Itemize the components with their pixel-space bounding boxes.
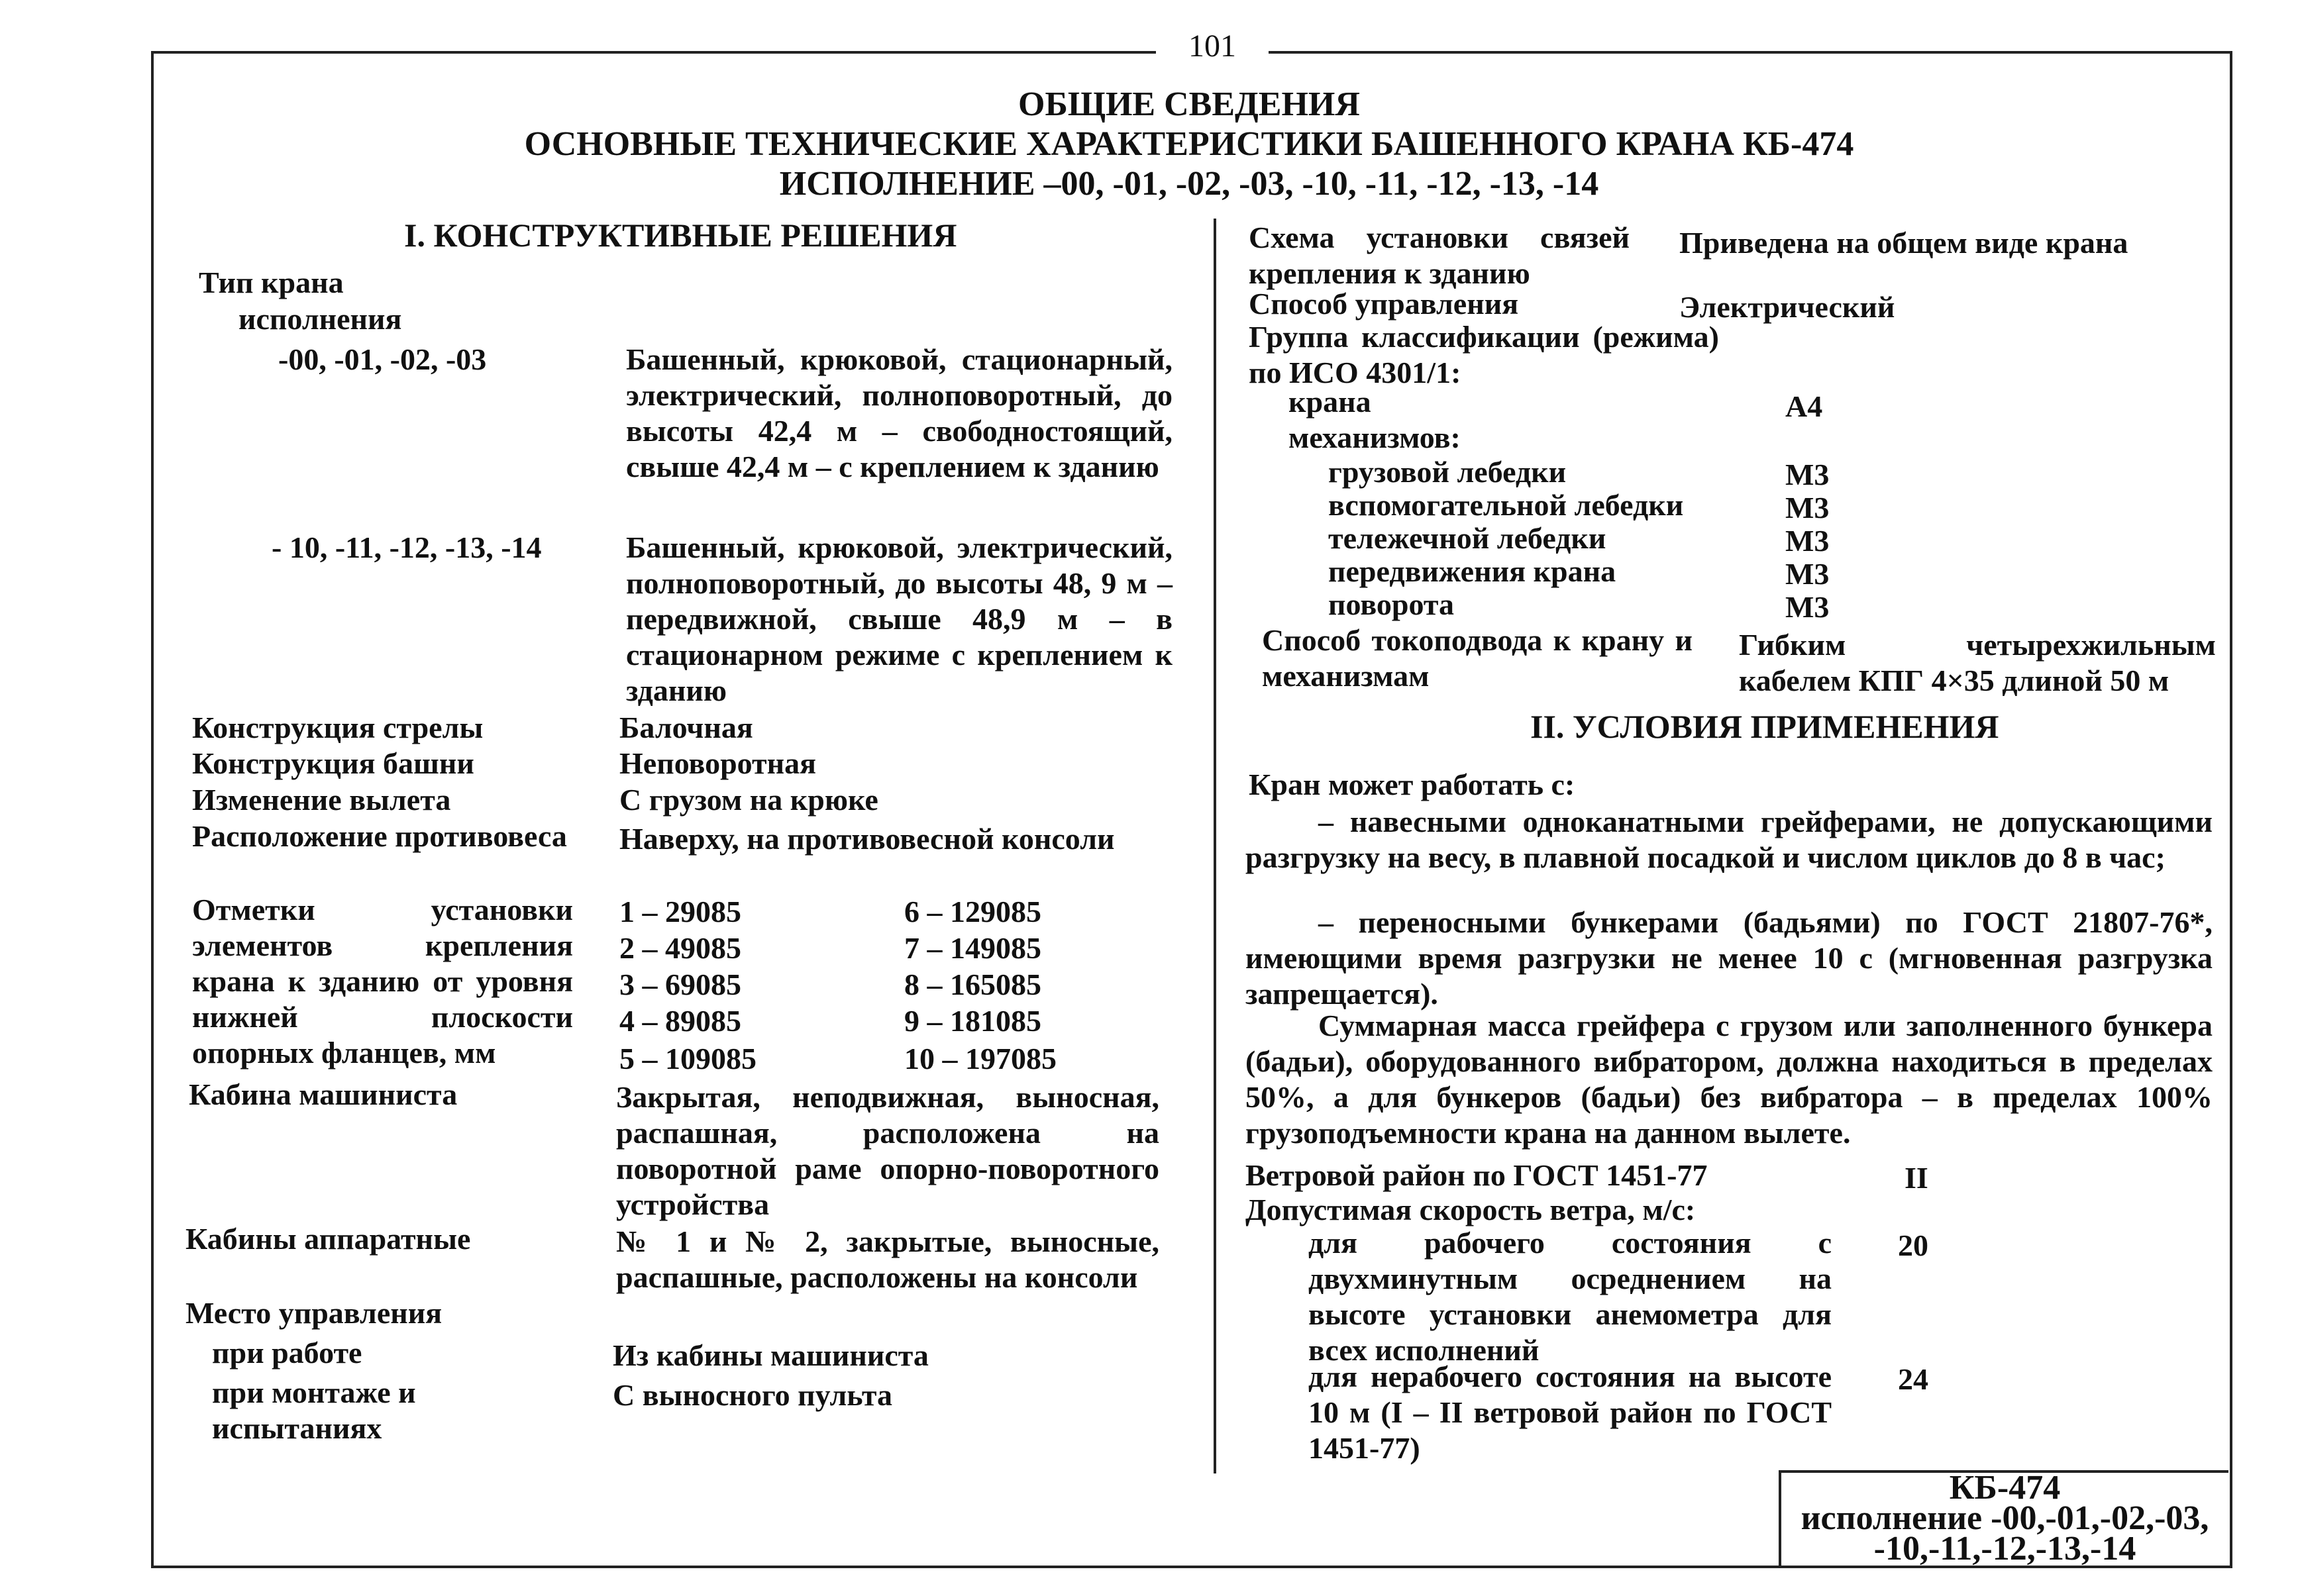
page-number: 101 — [1156, 28, 1269, 74]
control-method-value: Электрический — [1679, 290, 1895, 324]
control-place-label: Место управления — [185, 1296, 443, 1330]
mechanism-value: М3 — [1785, 557, 1830, 591]
mechanism-value: М3 — [1785, 590, 1830, 624]
ties-value: Приведена на общем виде крана — [1679, 226, 2128, 260]
mechanism-label: тележечной лебедки — [1328, 521, 1606, 555]
app-cabins-label: Кабины аппаратные — [185, 1222, 471, 1256]
mechanism-label: передвижения крана — [1328, 554, 1616, 588]
control-method-label: Способ управления — [1249, 287, 1519, 321]
boom-label: Конструкция стрелы — [192, 711, 484, 744]
ties-label: Схема установки связей крепления к зданию — [1249, 221, 1630, 290]
mechanism-label: вспомогательной лебедки — [1328, 488, 1684, 522]
control-work-value: Из кабины машиниста — [613, 1338, 929, 1372]
reach-value: С грузом на крюке — [619, 783, 878, 817]
crane-class-value: А4 — [1785, 389, 1823, 423]
mechanism-value: М3 — [1785, 524, 1830, 558]
section2-heading: II. УСЛОВИЯ ПРИМЕНЕНИЯ — [1530, 708, 1999, 745]
mark: 10 – 197085 — [904, 1042, 1057, 1075]
title-line-1: ОБЩИЕ СВЕДЕНИЯ — [1018, 85, 1360, 123]
mark: 4 – 89085 — [619, 1004, 741, 1038]
working-wind-value: 20 — [1898, 1228, 1928, 1262]
tower-value: Неповоротная — [619, 746, 817, 780]
nonworking-wind-label: для нерабочего состояния на высоте 10 м (I – II ветровой район по ГОСТ 1451-77) — [1308, 1360, 1832, 1465]
section1-heading: I. КОНСТРУКТИВНЫЕ РЕШЕНИЯ — [404, 217, 957, 254]
boom-value: Балочная — [619, 711, 753, 744]
variants-label: исполнения — [238, 302, 402, 336]
class-group-label: Группа классификации (режима) по ИСО 4301/1: — [1249, 320, 1719, 389]
marks-label: Отметки установки элементов крепления крана к зданию от уровня нижней плоскости опорных фланцев, мм — [192, 893, 573, 1070]
variant-a-label: -00, -01, -02, -03 — [278, 342, 487, 376]
stamp-line-1: КБ-474 — [1949, 1469, 2061, 1507]
cabin-label: Кабина машиниста — [189, 1077, 458, 1111]
section2-paragraph: Суммарная масса грейфера с грузом или заполненного бункера (бадьи), оборудованного вибратором, должна находиться в пределах 50%, а для бункеров (бадьи) без вибратора – в пределах 100% грузоподъемности крана на данном вылете. — [1245, 1009, 2213, 1150]
column-divider — [1214, 219, 1216, 1473]
mechanism-label: грузовой лебедки — [1328, 455, 1567, 489]
mark: 6 – 129085 — [904, 895, 1041, 928]
tower-label: Конструкция башни — [192, 746, 474, 780]
nonworking-wind-value: 24 — [1898, 1362, 1928, 1396]
control-mount-value: С выносного пульта — [613, 1378, 893, 1412]
variant-b-label: - 10, -11, -12, -13, -14 — [272, 530, 542, 564]
mark: 2 – 49085 — [619, 931, 741, 965]
wind-region-label: Ветровой район по ГОСТ 1451-77 — [1245, 1158, 1708, 1192]
section2-paragraph: – переносными бункерами (бадьями) по ГОСТ 21807-76*, имеющими время разгрузки не менее 10 с (мгновенная разгрузка запрещается). — [1245, 905, 2213, 1011]
stamp-line-3: -10,-11,-12,-13,-14 — [1873, 1530, 2136, 1568]
title-line-2: ОСНОВНЫЕ ТЕХНИЧЕСКИЕ ХАРАКТЕРИСТИКИ БАШЕННОГО КРАНА КБ-474 — [524, 125, 1854, 163]
mark: 3 – 69085 — [619, 968, 741, 1001]
mark: 7 – 149085 — [904, 931, 1041, 965]
mark: 5 – 109085 — [619, 1042, 757, 1075]
title-stamp — [1779, 1470, 2228, 1566]
control-mount-label: при монтаже и испытаниях — [212, 1375, 416, 1445]
title-line-3: ИСПОЛНЕНИЕ –00, -01, -02, -03, -10, -11, -12, -13, -14 — [779, 165, 1599, 203]
section2-paragraph: – навесными одноканатными грейферами, не допускающими разгрузку на весу, в плавной посадкой и числом циклов до 8 в час; — [1245, 805, 2213, 874]
mark: 8 – 165085 — [904, 968, 1041, 1001]
control-work-label: при работе — [212, 1336, 362, 1370]
crane-class-label: крана — [1288, 385, 1371, 419]
crane-type-label: Тип крана — [199, 266, 344, 299]
wind-speed-label: Допустимая скорость ветра, м/с: — [1245, 1193, 1696, 1226]
power-label: Способ токоподвода к крану и механизмам — [1262, 623, 1693, 693]
reach-label: Изменение вылета — [192, 783, 451, 817]
counterweight-label: Расположение противовеса — [192, 819, 567, 853]
variant-b-value: Башенный, крюковой, электрический, полноповоротный, до высоты 48, 9 м – передвижной, свыше 48,9 м – в стационарном режиме с креплением к зданию — [626, 530, 1173, 707]
mechanism-value: М3 — [1785, 491, 1830, 524]
wind-region-value: II — [1905, 1161, 1928, 1195]
cabin-value: Закрытая, неподвижная, выносная, распашная, расположена на поворотной раме опорно-поворотного устройства — [616, 1080, 1159, 1221]
variant-a-value: Башенный, крюковой, стационарный, электрический, полноповоротный, до высоты 42,4 м – свободностоящий, свыше 42,4 м – с креплением к зданию — [626, 342, 1173, 483]
power-value: Гибким четырехжильным кабелем КПГ 4×35 длиной 50 м — [1739, 628, 2216, 697]
app-cabins-value: № 1 и № 2, закрытые, выносные, распашные, расположены на консоли — [616, 1224, 1159, 1294]
stamp-line-2: исполнение -00,-01,-02,-03, — [1801, 1499, 2209, 1537]
section2-intro: Кран может работать с: — [1249, 768, 1575, 801]
mark: 9 – 181085 — [904, 1004, 1041, 1038]
mark: 1 – 29085 — [619, 895, 741, 928]
working-wind-label: для рабочего состояния с двухминутным осреднением на высоте установки анемометра для всех исполнений — [1308, 1226, 1832, 1367]
counterweight-value: Наверху, на противовесной консоли — [619, 822, 1115, 856]
mechanisms-label: механизмов: — [1288, 421, 1461, 454]
mechanism-label: поворота — [1328, 587, 1455, 621]
mechanism-value: М3 — [1785, 458, 1830, 491]
